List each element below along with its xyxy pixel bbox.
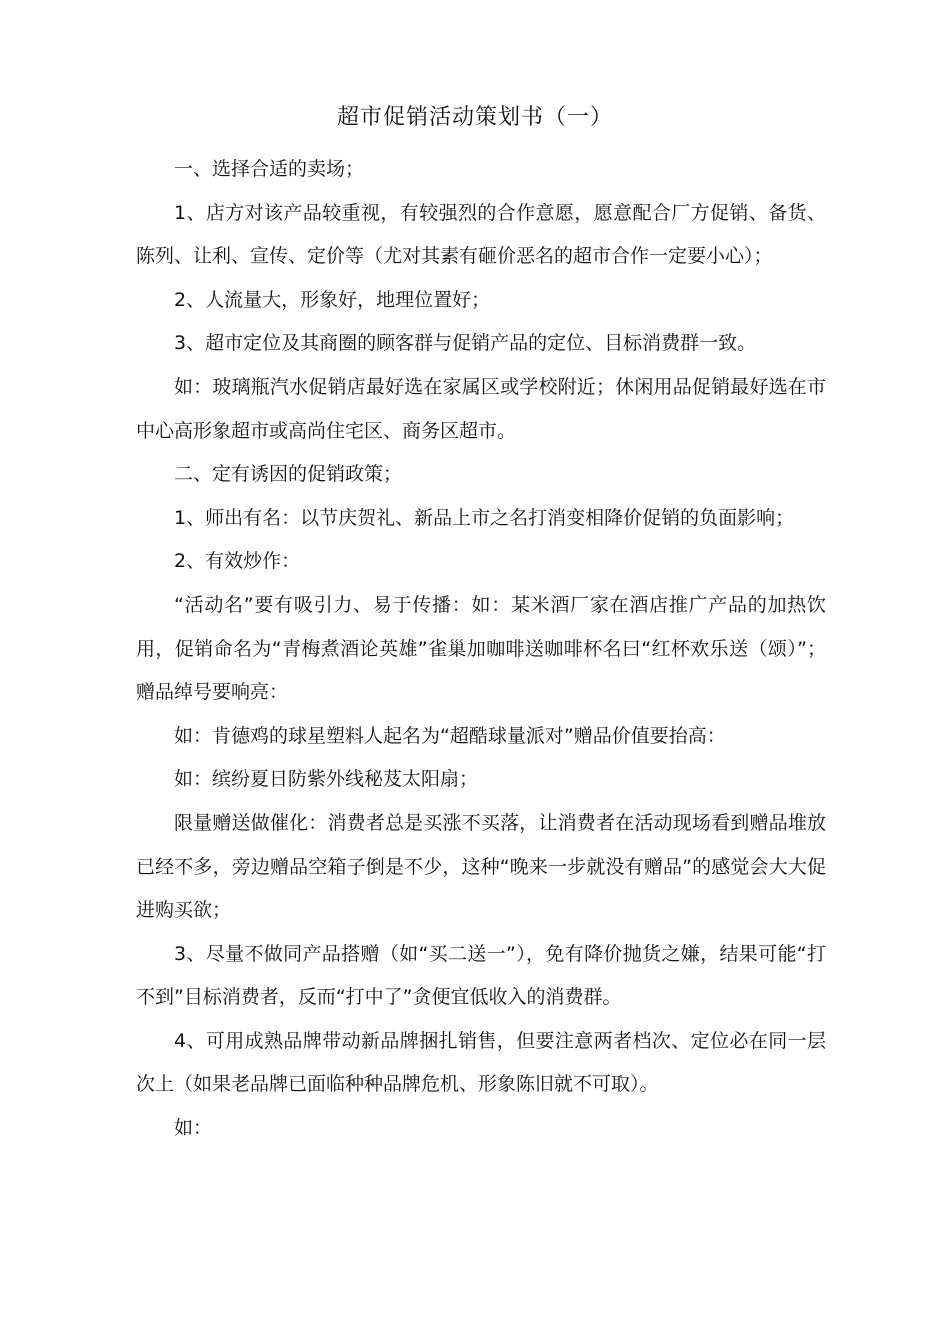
paragraph: 限量赠送做催化：消费者总是买涨不买落，让消费者在活动现场看到赠品堆放已经不多，旁边赠品空箱子倒是不少，这种“晚来一步就没有赠品”的感觉会大大促进购买欲； bbox=[136, 811, 826, 922]
paragraph: 如： bbox=[174, 1117, 213, 1140]
paragraph: 4、可用成熟品牌带动新品牌捆扎销售，但要注意两者档次、定位必在同一层次上（如果老品牌已面临种种品牌危机、形象陈旧就不可取）。 bbox=[136, 1029, 826, 1096]
paragraph: “活动名”要有吸引力、易于传播：如：某米酒厂家在酒店推广产品的加热饮用，促销命名为“青梅煮酒论英雄”雀巢加咖啡送咖啡杯名曰“红杯欢乐送（颂）”；赠品绰号要响亮： bbox=[136, 593, 826, 704]
paragraph: 3、超市定位及其商圈的顾客群与促销产品的定位、目标消费群一致。 bbox=[174, 332, 757, 355]
document-title: 超市促销活动策划书（一） bbox=[336, 105, 613, 130]
document-body bbox=[136, 148, 826, 1151]
paragraph: 3、尽量不做同产品搭赠（如“买二送一”），免有降价抛货之嫌，结果可能“打不到”目标消费者，反而“打中了”贪便宜低收入的消费群。 bbox=[136, 942, 826, 1009]
paragraph: 如：肯德鸡的球星塑料人起名为“超酷球量派对”赠品价值要抬高： bbox=[174, 724, 726, 747]
paragraph: 如：玻璃瓶汽水促销店最好选在家属区或学校附近；休闲用品促销最好选在市中心高形象超市或高尚住宅区、商务区超市。 bbox=[136, 375, 826, 442]
paragraph: 2、人流量大，形象好，地理位置好； bbox=[174, 288, 491, 311]
paragraph: 二、定有诱因的促销政策； bbox=[174, 463, 403, 486]
paragraph: 如：缤纷夏日防紫外线秘芨太阳扇； bbox=[174, 768, 479, 791]
paragraph: 1、师出有名：以节庆贺礼、新品上市之名打消变相降价促销的负面影响； bbox=[174, 506, 795, 529]
paragraph: 一、选择合适的卖场； bbox=[174, 158, 365, 180]
paragraph: 2、有效炒作： bbox=[174, 550, 301, 573]
paragraph: 1、店方对该产品较重视，有较强烈的合作意愿，愿意配合厂方促销、备货、陈列、让利、宣传、定价等（尤对其素有砸价恶名的超市合作一定要小心）； bbox=[136, 201, 826, 268]
